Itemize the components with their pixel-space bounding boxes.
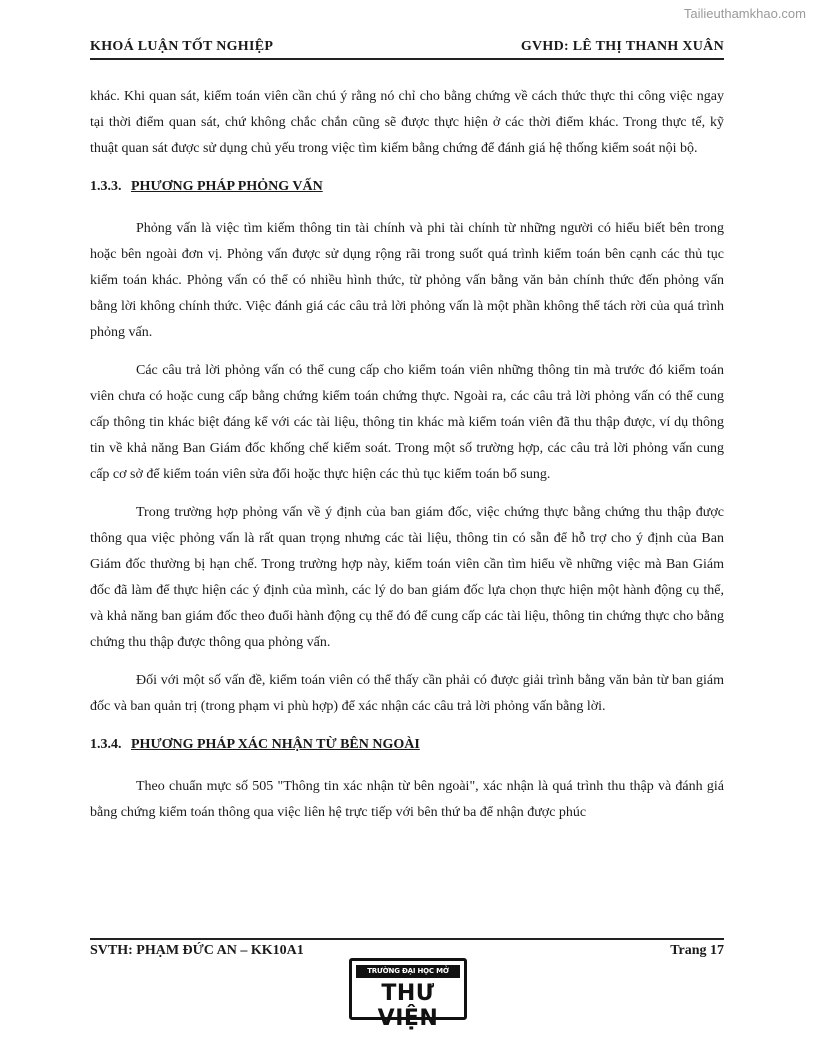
- stamp-library-label: THƯ VIỆN: [377, 981, 439, 1031]
- header-thesis-title: KHOÁ LUẬN TỐT NGHIỆP: [90, 39, 274, 54]
- paragraph-2: Phỏng vấn là việc tìm kiếm thông tin tài chính và phi tài chính từ những người có hiểu biết bên trong hoặc bên ngoài đơn vị. Phỏng vấn được sử dụng rộng rãi trong suốt quá trình kiểm toán bên cạnh các thủ tục kiểm toán khác. Phỏng vấn có thể có nhiều hình thức, từ phỏng vấn bằng văn bản chính thức đến phỏng vấn bằng lời không chính thức. Việc đánh giá các câu trả lời phỏng vấn là một phần không thể tách rời của quá trình phỏng vấn.: [90, 221, 724, 340]
- footer-page-number: Trang 17: [670, 943, 724, 958]
- section-title: PHƯƠNG PHÁP PHỎNG VẤN: [131, 179, 323, 194]
- section-number: 1.3.3.: [90, 179, 122, 194]
- footer-student: SVTH: PHẠM ĐỨC AN – KK10A1: [90, 943, 304, 958]
- library-stamp: [349, 958, 467, 1031]
- watermark: Tailieuthamkhao.com: [683, 6, 806, 21]
- page-footer: [90, 938, 724, 960]
- page-content: [90, 84, 724, 838]
- stamp-university-label: TRƯỜNG ĐẠI HỌC MỞ: [356, 965, 460, 978]
- paragraph-5: Đối với một số vấn đề, kiểm toán viên có thể thấy cần phải có được giải trình bằng văn bản từ ban giám đốc và ban quản trị (trong phạm vi phù hợp) để xác nhận các câu trả lời phỏng vấn bằng lời.: [90, 673, 724, 714]
- section-heading-1-3-4: [90, 732, 724, 758]
- section-heading-1-3-3: [90, 174, 724, 200]
- paragraph-1: khác. Khi quan sát, kiểm toán viên cần chú ý rằng nó chỉ cho bằng chứng về cách thức thực thi công việc ngay tại thời điểm quan sát, chứ không chắc chắn cũng sẽ được thực hiện ở các thời điểm khác. Trong thực tế, kỹ thuật quan sát được sử dụng chủ yếu trong việc tìm kiếm bằng chứng để đánh giá hệ thống kiểm soát nội bộ.: [90, 89, 724, 156]
- page-header: [90, 36, 724, 60]
- paragraph-6: Theo chuẩn mực số 505 "Thông tin xác nhận từ bên ngoài", xác nhận là quá trình thu thập và đánh giá bằng chứng kiểm toán thông qua việc liên hệ trực tiếp với bên thứ ba để nhận được phúc: [90, 779, 724, 820]
- paragraph-3: Các câu trả lời phỏng vấn có thể cung cấp cho kiểm toán viên những thông tin mà trước đó kiểm toán viên chưa có hoặc cung cấp bằng chứng kiểm toán chứng thực. Ngoài ra, các câu trả lời phỏng vấn có thể cung cấp thông tin khác biệt đáng kể với các tài liệu, thông tin khác mà kiểm toán viên đã thu thập được, ví dụ thông tin về khả năng Ban Giám đốc khống chế kiểm soát. Trong một số trường hợp, các câu trả lời phỏng vấn cung cấp cơ sở để kiểm toán viên sửa đổi hoặc thực hiện các thủ tục kiểm toán bổ sung.: [90, 363, 724, 482]
- section-number: 1.3.4.: [90, 737, 122, 752]
- section-title: PHƯƠNG PHÁP XÁC NHẬN TỪ BÊN NGOÀI: [131, 737, 420, 752]
- paragraph-4: Trong trường hợp phỏng vấn về ý định của ban giám đốc, việc chứng thực bằng chứng thu thập được thông qua việc phỏng vấn là rất quan trọng nhưng các tài liệu, thông tin có sẵn để hỗ trợ cho ý định của Ban Giám đốc thường bị hạn chế. Trong trường hợp này, kiểm toán viên cần tìm hiểu về những việc mà Ban Giám đốc đã làm để thực hiện các ý định của mình, các lý do ban giám đốc lựa chọn thực hiện một hành động cụ thể, và khả năng ban giám đốc theo đuổi hành động cụ thể đó để cung cấp các tài liệu, thông tin chứng thực cho bằng chứng thu thập được thông qua phỏng vấn.: [90, 505, 724, 650]
- header-advisor: GVHD: LÊ THỊ THANH XUÂN: [520, 39, 724, 54]
